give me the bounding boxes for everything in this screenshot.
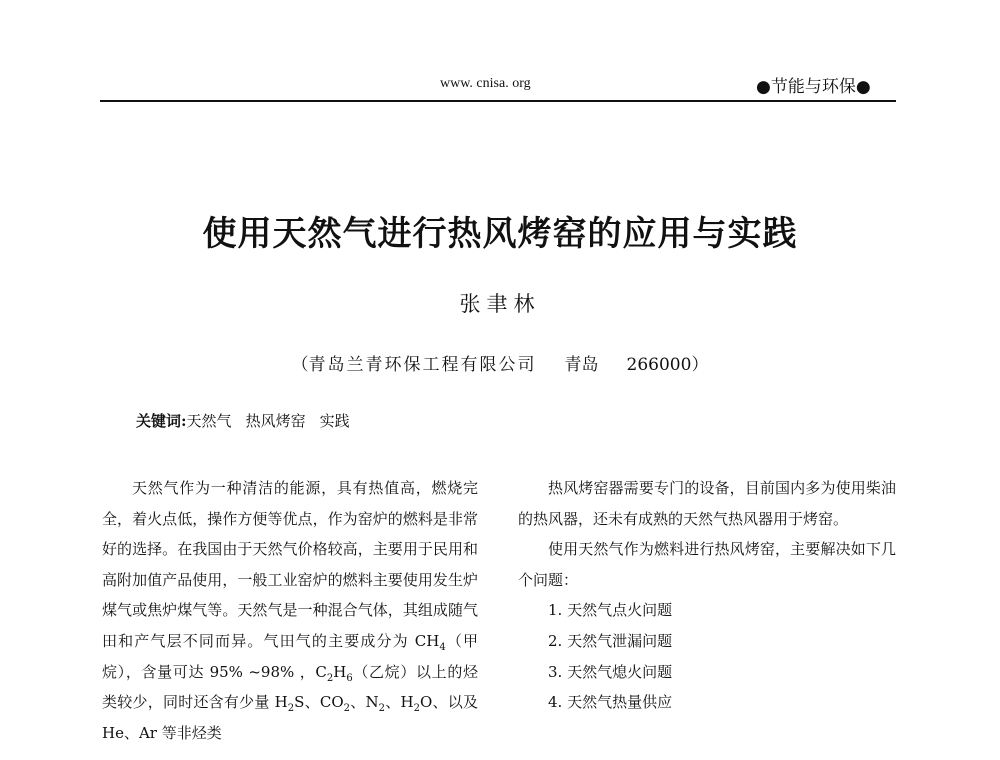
list-item: 3. 天然气熄火问题 xyxy=(548,662,673,681)
affiliation-city: 青岛 xyxy=(564,355,599,375)
affiliation xyxy=(0,350,1000,375)
right-column xyxy=(518,473,896,718)
affiliation-close: ） xyxy=(691,355,709,375)
header-section: ●节能与环保● xyxy=(756,77,871,97)
left-column xyxy=(102,473,478,748)
article-author: 张聿林 xyxy=(459,292,541,316)
list-item: 2. 天然气泄漏问题 xyxy=(548,631,673,650)
problem-list xyxy=(518,595,896,717)
affiliation-org: 青岛兰青环保工程有限公司 xyxy=(308,355,537,375)
keywords xyxy=(136,410,364,431)
list-item: 1. 天然气点火问题 xyxy=(548,601,673,620)
keyword-1: 天然气 xyxy=(186,412,232,430)
list-item: 4. 天然气热量供应 xyxy=(548,693,673,712)
header-url: www. cnisa. org xyxy=(440,76,531,91)
right-paragraph-1: 热风烤窑器需要专门的设备，目前国内多为使用柴油的热风器，还未有成熟的天然气热风器用于烤窑。 xyxy=(518,479,896,528)
affiliation-postcode: 266000 xyxy=(626,355,692,375)
header-rule xyxy=(100,100,896,102)
left-paragraph-1: 天然气作为一种清洁的能源，具有热值高，燃烧完全，着火点低，操作方便等优点，作为窑炉的燃料是非常好的选择。在我国由于天然气价格较高，主要用于民用和高附加值产品使用，一般工业窑炉的燃料主要使用发生炉煤气或焦炉煤气等。天然气是一种混合气体，其组成随气田和产气层不同而异。气田气的主要成分为 $CH_4$（甲烷），含量可达 95% ~98% ，$C_2H_6$（乙烷）以上的烃类较少，同时还含有少量 $H_2S$、$CO_2$、$N_2$、$H_2O$、以及 He、Ar 等非烃类 xyxy=(102,479,478,742)
right-paragraph-2: 使用天然气作为燃料进行热风烤窑，主要解决如下几个问题： xyxy=(518,540,896,589)
keyword-3: 实践 xyxy=(319,412,350,430)
keywords-label: 关键词: xyxy=(136,412,187,430)
keyword-2: 热风烤窑 xyxy=(245,412,306,430)
article-title: 使用天然气进行热风烤窑的应用与实践 xyxy=(202,214,798,254)
affiliation-open: （ xyxy=(291,355,309,375)
